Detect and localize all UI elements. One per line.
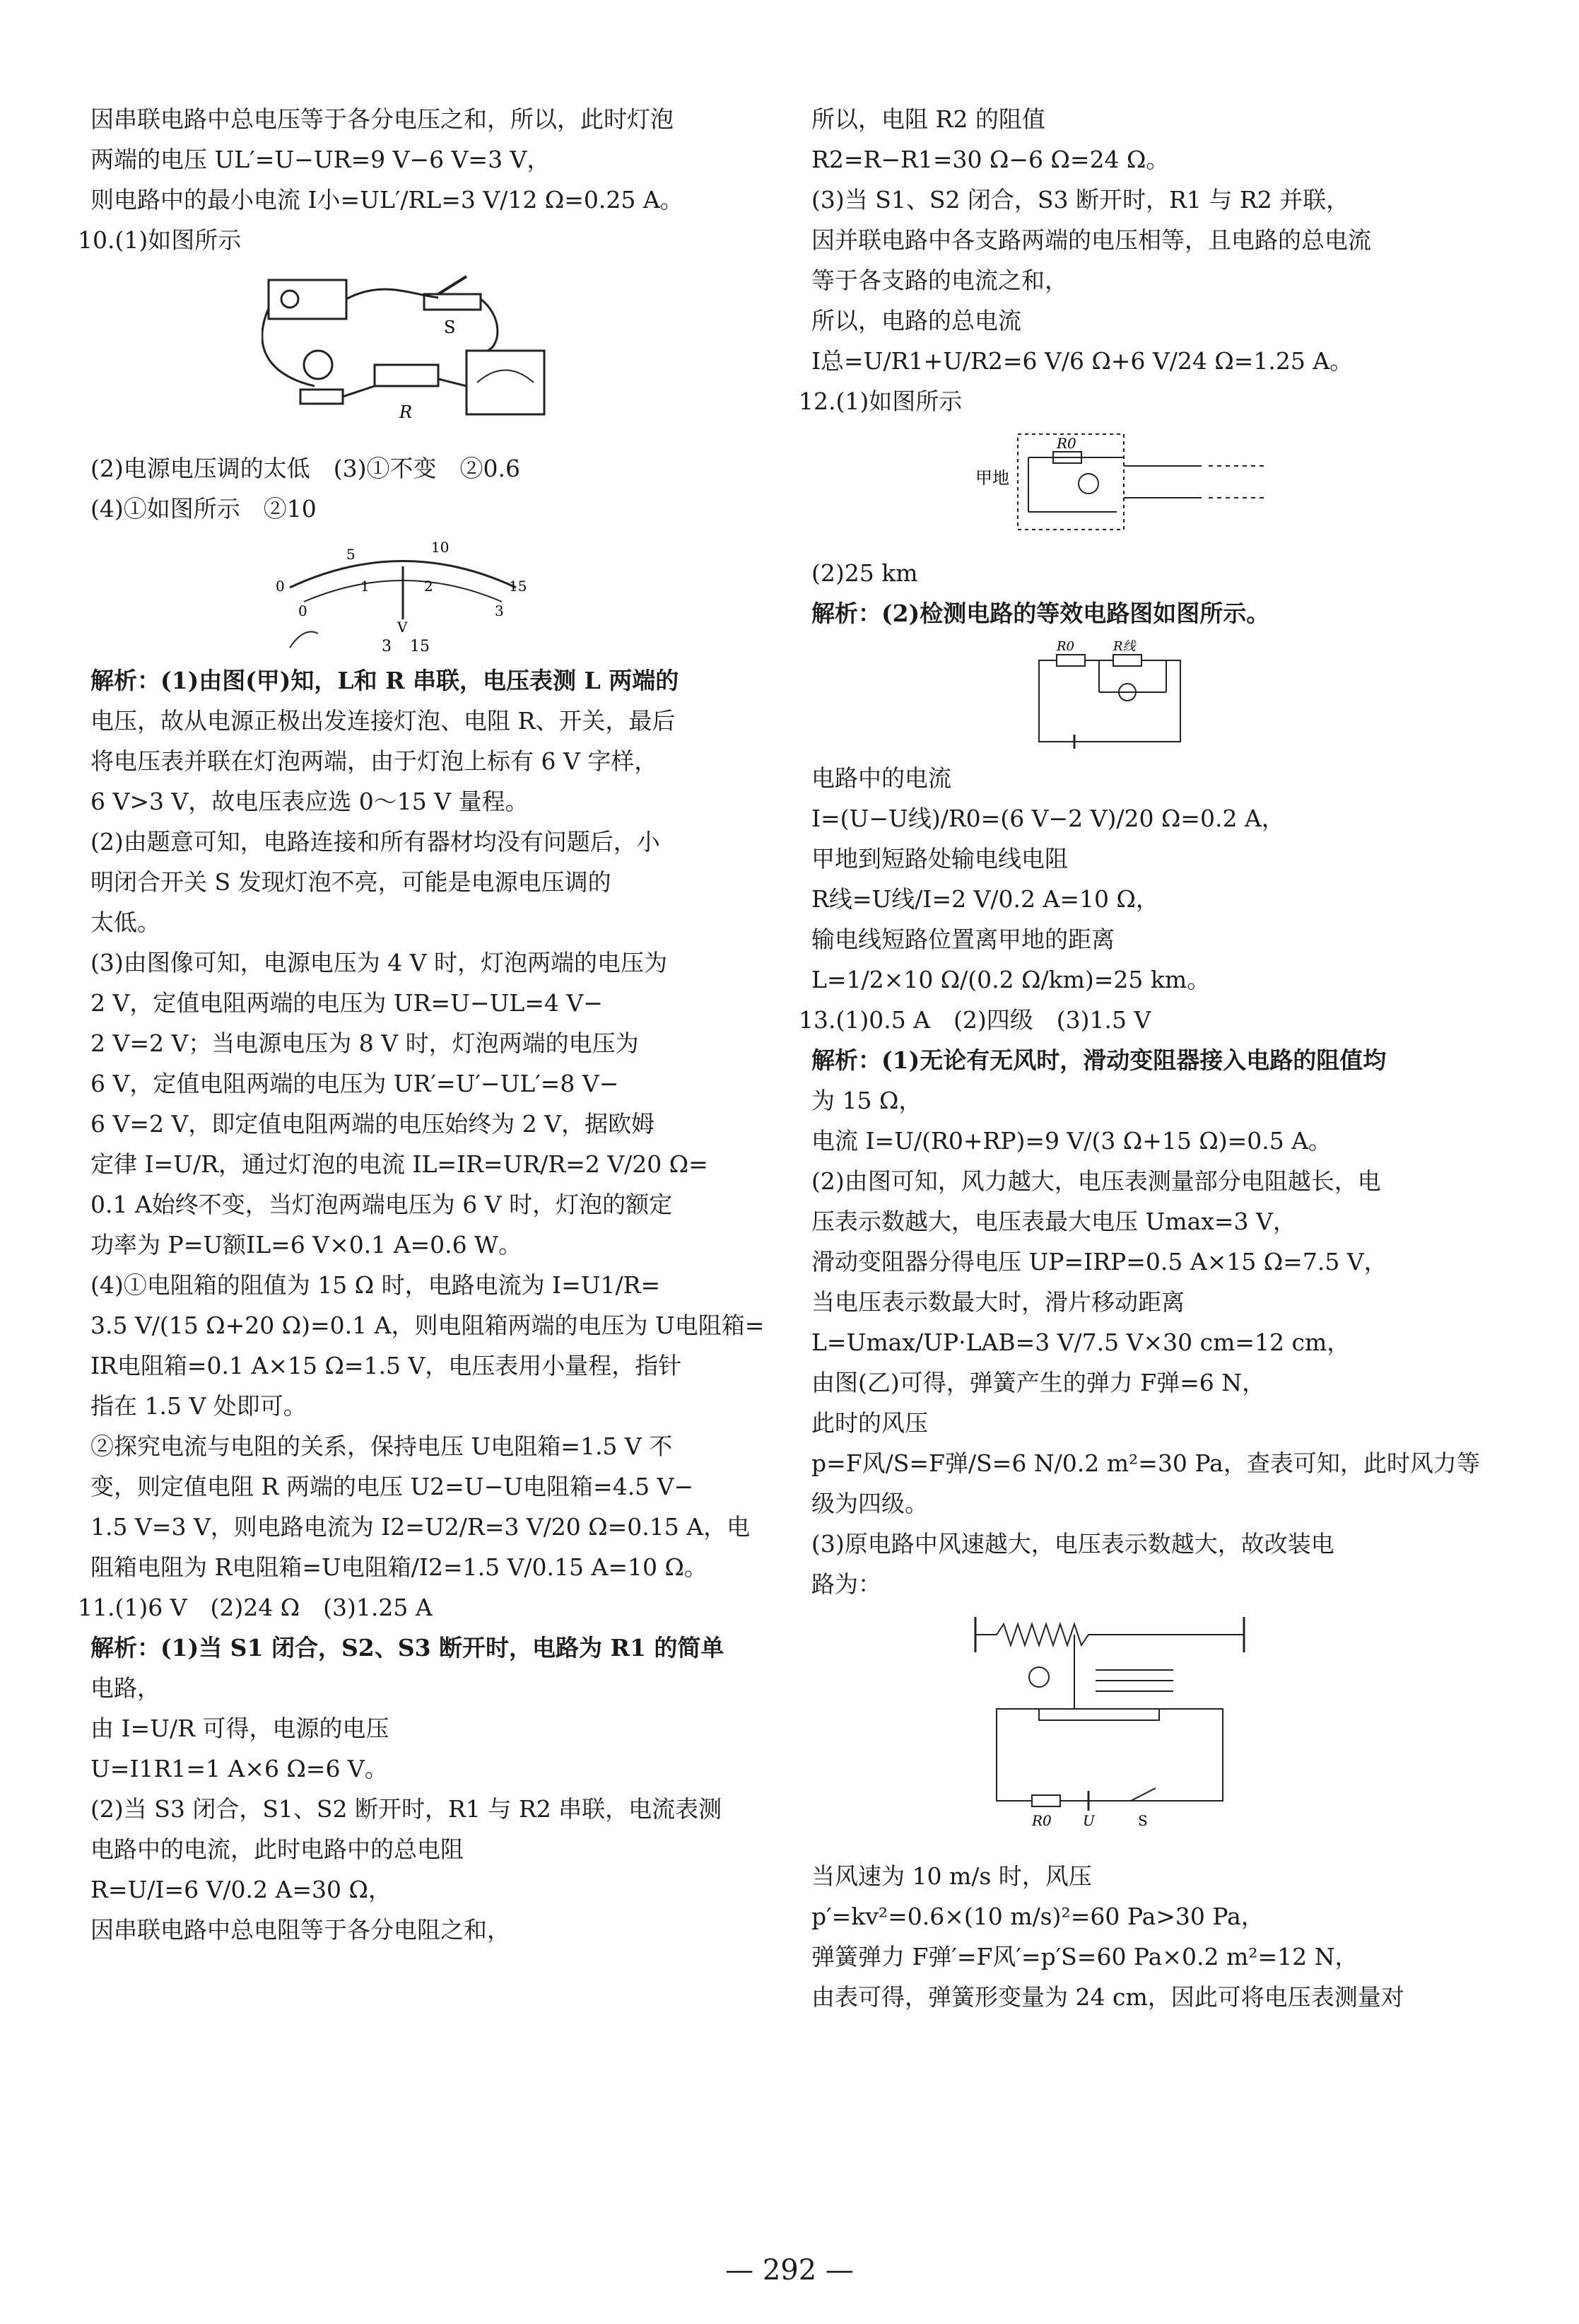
text-line: 1.5 V=3 V，则电路电流为 I2=U2/R=3 V/20 Ω=0.15 A，电 <box>90 1513 751 1541</box>
text-line: 11.(1)6 V (2)24 Ω (3)1.25 A <box>78 1594 433 1621</box>
text-line: 2 V=2 V；当电源电压为 8 V 时，灯泡两端的电压为 <box>90 1029 639 1057</box>
fault-locator-svg <box>975 427 1272 547</box>
text-line: 12.(1)如图所示 <box>799 387 963 415</box>
right-column <box>799 99 1480 2017</box>
text-line: 3.5 V/(15 Ω+20 Ω)=0.1 A，则电阻箱两端的电压为 U电阻箱= <box>90 1312 765 1339</box>
voltmeter-dial-figure <box>276 535 700 655</box>
text-line: 阻箱电阻为 R电阻箱=U电阻箱/I2=1.5 V/0.15 A=10 Ω。 <box>90 1553 708 1581</box>
text-line: 指在 1.5 V 处即可。 <box>90 1392 307 1420</box>
text-line: (2)由图可知，风力越大，电压表测量部分电阻越长，电 <box>811 1167 1381 1195</box>
voltmeter-dial-svg <box>276 535 530 655</box>
svg-text:V: V <box>397 619 408 636</box>
svg-text:3: 3 <box>495 602 504 619</box>
text-line: 将电压表并联在灯泡两端，由于灯泡上标有 6 V 字样， <box>90 747 658 775</box>
text-line: R=U/I=6 V/0.2 A=30 Ω， <box>90 1876 392 1903</box>
svg-text:0: 0 <box>276 578 285 595</box>
text-line: 路为： <box>811 1570 881 1598</box>
text-line: 6 V，定值电阻两端的电压为 UR′=U′−UL′=8 V− <box>90 1070 619 1097</box>
svg-text:5: 5 <box>346 546 356 563</box>
text-line: 输电线短路位置离甲地的距离 <box>811 925 1115 953</box>
text-line: 压表示数越大，电压表最大电压 Umax=3 V， <box>811 1208 1296 1235</box>
svg-text:U: U <box>1083 1812 1095 1829</box>
text-line: R线=U线/I=2 V/0.2 A=10 Ω， <box>811 885 1159 913</box>
text-line: 两端的电压 UL′=U−UR=9 V−6 V=3 V， <box>90 146 551 173</box>
switch-label: S <box>444 317 456 337</box>
text-line: 电压，故从电源正极出发连接灯泡、电阻 R、开关，最后 <box>90 707 676 735</box>
text-line: (2)25 km <box>811 559 918 587</box>
svg-text:甲地: 甲地 <box>975 468 1009 488</box>
page-number: — 292 — <box>725 2254 854 2287</box>
svg-text:15: 15 <box>509 578 527 595</box>
switch-lever <box>438 276 466 294</box>
bulb <box>304 351 332 379</box>
text-line: 级为四级。 <box>811 1490 928 1517</box>
circuit-photo-figure <box>262 266 700 443</box>
text-line: L=Umax/UP·LAB=3 V/7.5 V×30 cm=12 cm， <box>811 1329 1351 1356</box>
text-line: p′=kv²=0.6×(10 m/s)²=60 Pa>30 Pa， <box>811 1903 1264 1930</box>
text-line: 6 V=2 V，即定值电阻两端的电压始终为 2 V，据欧姆 <box>90 1110 655 1138</box>
svg-text:1: 1 <box>360 578 370 595</box>
resistor <box>375 365 438 386</box>
text-line: 因串联电路中总电阻等于各分电阻之和， <box>90 1916 510 1944</box>
wire <box>481 299 498 351</box>
wind-circuit-figure <box>968 1610 1421 1850</box>
text-line: 解析：(1)当 S1 闭合，S2、S3 断开时，电路为 R1 的简单 <box>90 1634 724 1662</box>
svg-text:R0: R0 <box>1032 1812 1052 1829</box>
text-line: 定律 I=U/R，通过灯泡的电流 IL=IR=UR/R=2 V/20 Ω= <box>90 1150 708 1178</box>
resistor-label: R <box>399 402 413 422</box>
battery-terminal <box>281 291 298 308</box>
text-line: 当电压表示数最大时，滑片移动距离 <box>811 1288 1185 1316</box>
svg-text:2: 2 <box>424 578 433 595</box>
text-line: (3)当 S1、S2 闭合，S3 断开时，R1 与 R2 并联， <box>811 186 1350 214</box>
text-line: 此时的风压 <box>811 1409 928 1437</box>
text-line: (4)①电阻箱的阻值为 15 Ω 时，电路电流为 I=U1/R= <box>90 1271 661 1299</box>
text-line: 则电路中的最小电流 I小=UL′/RL=3 V/12 Ω=0.25 A。 <box>90 186 683 214</box>
text-line: IR电阻箱=0.1 A×15 Ω=1.5 V，电压表用小量程，指针 <box>90 1352 682 1379</box>
svg-text:R线: R线 <box>1113 639 1136 654</box>
wind-circuit-svg <box>968 1610 1265 1850</box>
text-line: 为 15 Ω， <box>811 1087 922 1114</box>
text-line: R2=R−R1=30 Ω−6 Ω=24 Ω。 <box>811 146 1170 173</box>
text-line: 电路中的电流 <box>811 764 951 792</box>
text-line: 所以，电路的总电流 <box>811 307 1021 334</box>
text-line: (3)由图像可知，电源电压为 4 V 时，灯泡两端的电压为 <box>90 949 668 976</box>
equivalent-circuit-svg <box>1032 639 1187 752</box>
text-line: I=(U−U线)/R0=(6 V−2 V)/20 Ω=0.2 A， <box>811 805 1285 832</box>
text-line: (2)电源电压调的太低 (3)①不变 ②0.6 <box>90 455 520 482</box>
svg-text:10: 10 <box>431 539 450 556</box>
text-line: (2)由题意可知，电路连接和所有器材均没有问题后，小 <box>90 828 660 856</box>
text-line: 电路， <box>90 1674 160 1702</box>
text-line: 明闭合开关 S 发现灯泡不亮，可能是电源电压调的 <box>90 868 611 896</box>
text-line: I总=U/R1+U/R2=6 V/6 Ω+6 V/24 Ω=1.25 A。 <box>811 347 1354 375</box>
svg-text:0: 0 <box>298 602 307 619</box>
fault-locator-figure <box>975 427 1421 547</box>
text-line: 2 V，定值电阻两端的电压为 UR=U−UL=4 V− <box>90 989 603 1017</box>
text-line: 解析：(1)由图(甲)知，L和 R 串联，电压表测 L 两端的 <box>90 667 679 694</box>
svg-text:R0: R0 <box>1057 435 1076 452</box>
bulb-base <box>300 390 343 404</box>
text-line: 6 V>3 V，故电压表应选 0～15 V 量程。 <box>90 788 529 815</box>
text-line: 电流 I=U/(R0+RP)=9 V/(3 Ω+15 Ω)=0.5 A。 <box>811 1127 1332 1155</box>
text-line: 滑动变阻器分得电压 UP=IRP=0.5 A×15 Ω=7.5 V， <box>811 1248 1387 1275</box>
text-line: 所以，电阻 R2 的阻值 <box>811 105 1045 133</box>
text-line: 电路中的电流，此时电路中的总电阻 <box>90 1835 464 1863</box>
equivalent-circuit-figure <box>1032 639 1421 752</box>
text-line: 弹簧弹力 F弹′=F风′=p′S=60 Pa×0.2 m²=12 N， <box>811 1943 1358 1970</box>
svg-text:3: 3 <box>382 638 392 655</box>
text-line: 因串联电路中总电压等于各分电压之和，所以，此时灯泡 <box>90 105 674 133</box>
svg-text:S: S <box>1138 1812 1148 1829</box>
text-line: 由 I=U/R 可得，电源的电压 <box>90 1715 389 1742</box>
text-line: 等于各支路的电流之和， <box>811 267 1068 294</box>
text-line: 解析：(2)检测电路的等效电路图如图所示。 <box>811 600 1270 627</box>
battery-box <box>269 280 346 319</box>
text-line: ②探究电流与电阻的关系，保持电压 U电阻箱=1.5 V 不 <box>90 1432 673 1460</box>
text-line: 因并联电路中各支路两端的电压相等，且电路的总电流 <box>811 226 1371 254</box>
text-line: 解析：(1)无论有无风时，滑动变阻器接入电路的阻值均 <box>811 1046 1387 1074</box>
svg-text:R0: R0 <box>1057 639 1075 654</box>
text-line: L=1/2×10 Ω/(0.2 Ω/km)=25 km。 <box>811 966 1211 993</box>
text-line: 10.(1)如图所示 <box>78 226 242 254</box>
circuit-photo-svg <box>262 266 558 443</box>
text-line: (4)①如图所示 ②10 <box>90 495 317 522</box>
text-line: 变，则定值电阻 R 两端的电压 U2=U−U电阻箱=4.5 V− <box>90 1473 694 1500</box>
svg-text:15: 15 <box>410 638 430 655</box>
text-line: 功率为 P=U额IL=6 V×0.1 A=0.6 W。 <box>90 1231 522 1259</box>
text-line: 由表可得，弹簧形变量为 24 cm，因此可将电压表测量对 <box>811 1983 1404 2011</box>
text-line: U=I1R1=1 A×6 Ω=6 V。 <box>90 1755 388 1782</box>
text-line: 当风速为 10 m/s 时，风压 <box>811 1862 1092 1890</box>
text-line: 太低。 <box>90 909 160 936</box>
text-line: 0.1 A始终不变，当灯泡两端电压为 6 V 时，灯泡的额定 <box>90 1191 673 1218</box>
text-line: 13.(1)0.5 A (2)四级 (3)1.5 V <box>799 1006 1151 1034</box>
text-line: 由图(乙)可得，弹簧产生的弹力 F弹=6 N， <box>811 1369 1266 1396</box>
text-line: 甲地到短路处输电线电阻 <box>811 845 1068 872</box>
text-line: p=F风/S=F弹/S=6 N/0.2 m²=30 Pa，查表可知，此时风力等 <box>811 1449 1480 1477</box>
left-column <box>78 99 765 1950</box>
text-line: (3)原电路中风速越大，电压表示数越大，故改装电 <box>811 1530 1334 1558</box>
text-line: (2)当 S3 闭合，S1、S2 断开时，R1 与 R2 串联，电流表测 <box>90 1795 722 1823</box>
